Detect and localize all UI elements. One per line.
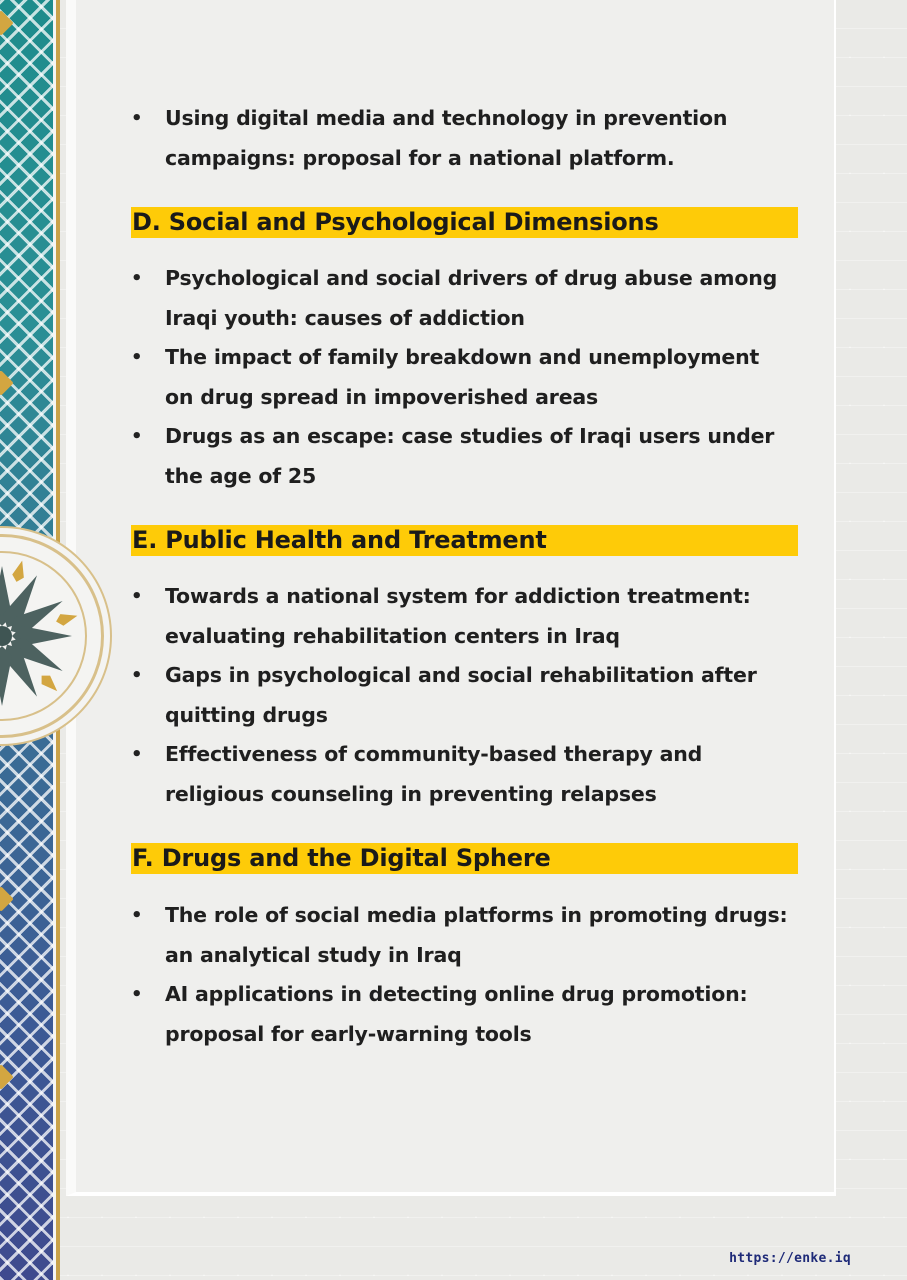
footer-url-link[interactable]: https://enke.iq	[729, 1251, 851, 1266]
list-item: • The role of social media platforms in promoting drugs: an analytical study in Iraq	[131, 896, 791, 975]
section-heading-e: E. Public Health and Treatment	[131, 525, 798, 556]
section-heading-f: F. Drugs and the Digital Sphere	[131, 843, 798, 874]
intro-list	[131, 99, 791, 178]
list-item: • Drugs as an escape: case studies of Iraqi users under the age of 25	[131, 417, 791, 496]
section-f-list	[131, 896, 791, 1054]
list-item: • Gaps in psychological and social rehabilitation after quitting drugs	[131, 656, 791, 735]
list-item: • Psychological and social drivers of drug abuse among Iraqi youth: causes of addiction	[131, 259, 791, 338]
list-item: • The impact of family breakdown and unemployment on drug spread in impoverished areas	[131, 338, 791, 417]
star-ornament-icon	[0, 1064, 14, 1089]
list-item: • Towards a national system for addiction treatment: evaluating rehabilitation centers in Iraq	[131, 577, 791, 656]
section-heading-d: D. Social and Psychological Dimensions	[131, 207, 798, 238]
list-item: • Using digital media and technology in prevention campaigns: proposal for a national platform.	[131, 99, 791, 178]
list-item: • AI applications in detecting online drug promotion: proposal for early-warning tools	[131, 975, 791, 1054]
list-item: • Effectiveness of community-based therapy and religious counseling in preventing relapses	[131, 735, 791, 814]
star-ornament-icon	[0, 370, 14, 395]
star-ornament-icon	[0, 10, 14, 35]
star-ornament-icon	[0, 886, 14, 911]
section-e-list	[131, 577, 791, 814]
medallion-ornament-icon	[0, 534, 104, 738]
section-d-list	[131, 259, 791, 496]
